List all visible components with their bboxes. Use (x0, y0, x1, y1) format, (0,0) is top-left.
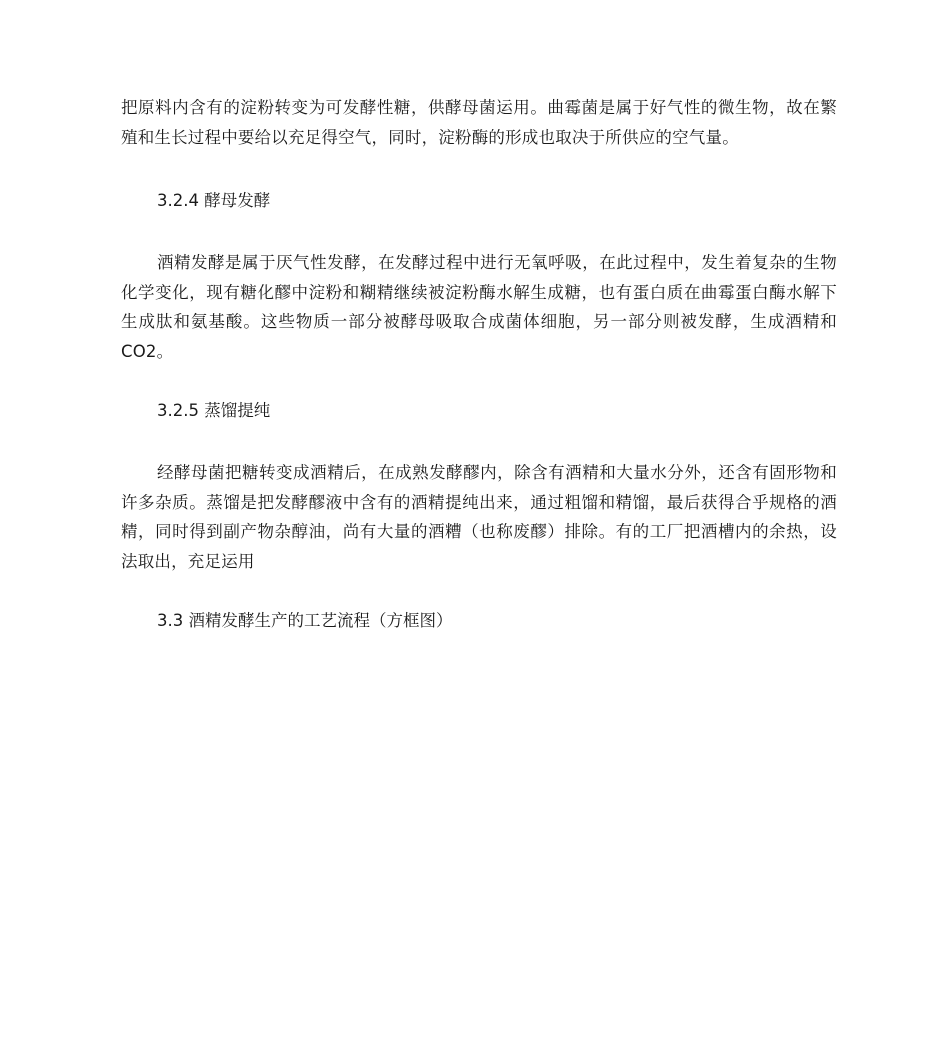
paragraph-alcohol-fermentation: 酒精发酵是属于厌气性发酵，在发酵过程中进行无氧呼吸，在此过程中，发生着复杂的生物化学变化，现有糖化醪中淀粉和糊精继续被淀粉酶水解生成糖，也有蛋白质在曲霉蛋白酶水解下生成肽和氨基酸。这些物质一部分被酵母吸取合成菌体细胞，另一部分则被发酵，生成酒精和 CO2。 (121, 253, 837, 361)
section-heading-yeast-fermentation: 3.2.4 酵母发酵 (157, 191, 271, 210)
section-heading-distillation: 3.2.5 蒸馏提纯 (157, 401, 271, 420)
section-heading-process-flow: 3.3 酒精发酵生产的工艺流程（方框图） (157, 611, 453, 630)
paragraph-starch-conversion: 把原料内含有的淀粉转变为可发酵性糖，供酵母菌运用。曲霉菌是属于好气性的微生物，故在繁殖和生长过程中要给以充足得空气，同时，淀粉酶的形成也取决于所供应的空气量。 (121, 98, 837, 147)
paragraph-distillation: 经酵母菌把糖转变成酒精后，在成熟发酵醪内，除含有酒精和大量水分外，还含有固形物和许多杂质。蒸馏是把发酵醪液中含有的酒精提纯出来，通过粗馏和精馏，最后获得合乎规格的酒精，同时得到副产物杂醇油，尚有大量的酒糟（也称废醪）排除。有的工厂把酒槽内的余热，设法取出，充足运用 (121, 463, 837, 571)
